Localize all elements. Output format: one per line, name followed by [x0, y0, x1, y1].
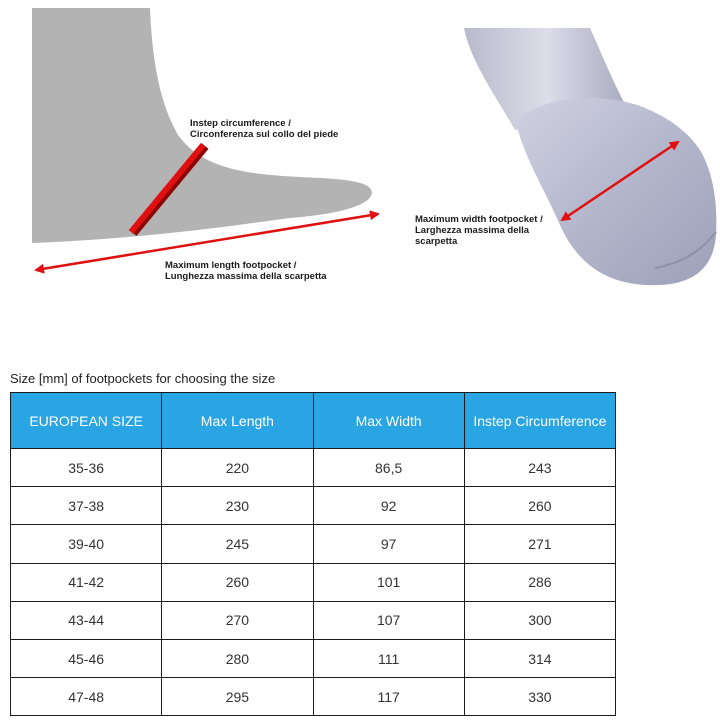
header-instep-circumference: Instep Circumference: [464, 393, 615, 449]
table-row: [11, 678, 616, 716]
cell-width: 92: [313, 487, 464, 525]
table-row: [11, 563, 616, 601]
table-row: [11, 487, 616, 525]
length-label-line-2: Lunghezza massima della scarpetta: [165, 271, 327, 282]
measurement-diagram: [0, 0, 720, 300]
table-header-row: [11, 393, 616, 449]
cell-size: 47-48: [11, 678, 162, 716]
header-max-length: Max Length: [162, 393, 313, 449]
cell-width: 107: [313, 601, 464, 639]
cell-size: 37-38: [11, 487, 162, 525]
width-label-line-3: scarpetta: [415, 236, 458, 247]
cell-size: 41-42: [11, 563, 162, 601]
width-label: [415, 214, 543, 247]
cell-size: 45-46: [11, 639, 162, 677]
table-row: [11, 525, 616, 563]
cell-length: 280: [162, 639, 313, 677]
cell-length: 260: [162, 563, 313, 601]
instep-label-line-1: Instep circumference /: [190, 118, 291, 129]
cell-size: 35-36: [11, 449, 162, 487]
cell-length: 230: [162, 487, 313, 525]
width-label-line-2: Larghezza massima della: [415, 225, 530, 236]
cell-length: 220: [162, 449, 313, 487]
cell-length: 270: [162, 601, 313, 639]
table-row: [11, 601, 616, 639]
cell-width: 117: [313, 678, 464, 716]
instep-label: [190, 118, 338, 140]
length-label: [165, 260, 327, 282]
cell-instep: 260: [464, 487, 615, 525]
cell-size: 39-40: [11, 525, 162, 563]
cell-size: 43-44: [11, 601, 162, 639]
header-european-size: EUROPEAN SIZE: [11, 393, 162, 449]
instep-label-line-2: Circonferenza sul collo del piede: [190, 129, 339, 140]
cell-width: 97: [313, 525, 464, 563]
cell-instep: 314: [464, 639, 615, 677]
header-max-width: Max Width: [313, 393, 464, 449]
diagram-graphic: [0, 0, 720, 300]
cell-instep: 330: [464, 678, 615, 716]
cell-width: 111: [313, 639, 464, 677]
cell-width: 101: [313, 563, 464, 601]
cell-length: 245: [162, 525, 313, 563]
table-caption: Size [mm] of footpockets for choosing the size: [10, 371, 276, 386]
cell-width: 86,5: [313, 449, 464, 487]
cell-instep: 286: [464, 563, 615, 601]
cell-instep: 300: [464, 601, 615, 639]
table-row: [11, 449, 616, 487]
size-table: [10, 392, 616, 716]
cell-instep: 243: [464, 449, 615, 487]
width-label-line-1: Maximum width footpocket /: [415, 214, 543, 225]
table-row: [11, 639, 616, 677]
cell-instep: 271: [464, 525, 615, 563]
length-label-line-1: Maximum length footpocket /: [165, 260, 297, 271]
cell-length: 295: [162, 678, 313, 716]
